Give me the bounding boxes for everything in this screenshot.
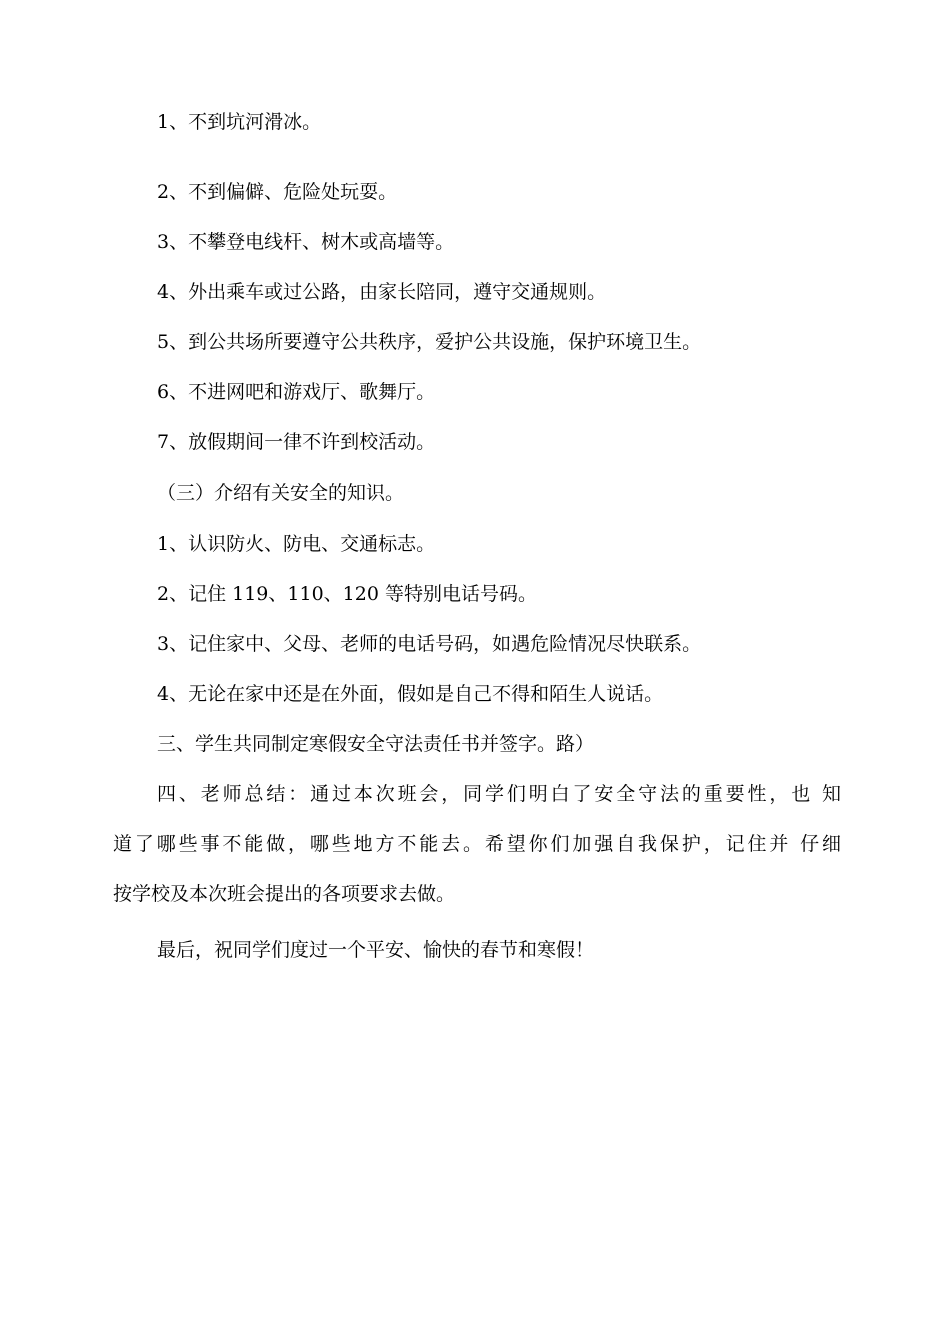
closing-text: 最后，祝同学们度过一个平安、愉快的春节和寒假！ bbox=[157, 939, 595, 961]
section-heading: （三）介绍有关安全的知识。 bbox=[157, 482, 405, 504]
list-item: 1、不到坑河滑冰。 bbox=[157, 111, 322, 133]
list-item: 3、记住家中、父母、老师的电话号码，如遇危险情况尽快联系。 bbox=[157, 633, 702, 655]
list-item: 2、记住 119、110、120 等特别电话号码。 bbox=[157, 583, 537, 605]
paragraph-line: 按学校及本次班会提出的各项要求去做。 bbox=[113, 883, 456, 905]
list-item: 2、不到偏僻、危险处玩耍。 bbox=[157, 181, 398, 203]
paragraph-line: 四、老师总结：通过本次班会，同学们明白了安全守法的重要性，也 知 bbox=[157, 783, 841, 805]
part-3-text: 三、学生共同制定寒假安全守法责任书并签字。路） bbox=[157, 733, 595, 755]
summary-paragraph bbox=[113, 782, 841, 912]
paragraph-line: 道了哪些事不能做，哪些地方不能去。希望你们加强自我保护，记住并 仔细 bbox=[113, 833, 841, 855]
list-item: 1、认识防火、防电、交通标志。 bbox=[157, 533, 436, 555]
list-item: 7、放假期间一律不许到校活动。 bbox=[157, 431, 436, 453]
list-item: 4、无论在家中还是在外面，假如是自己不得和陌生人说话。 bbox=[157, 683, 664, 705]
list-item: 4、外出乘车或过公路，由家长陪同，遵守交通规则。 bbox=[157, 281, 607, 303]
list-item: 6、不进网吧和游戏厅、歌舞厅。 bbox=[157, 381, 436, 403]
list-item: 3、不攀登电线杆、树木或高墙等。 bbox=[157, 231, 455, 253]
list-item: 5、到公共场所要遵守公共秩序，爱护公共设施，保护环境卫生。 bbox=[157, 331, 702, 353]
